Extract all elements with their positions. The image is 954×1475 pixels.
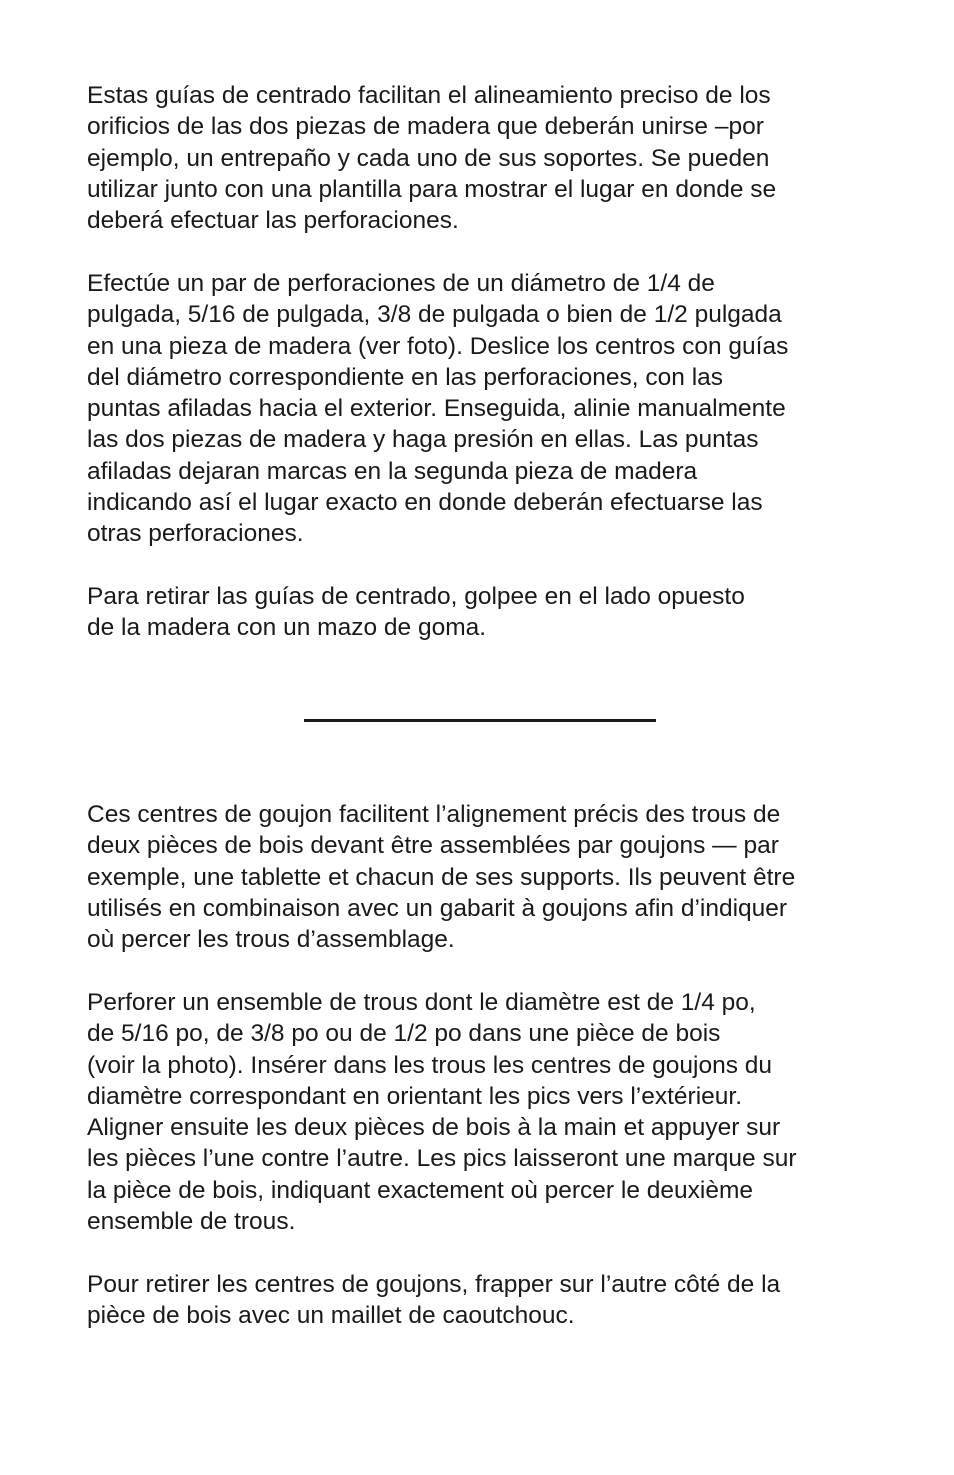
spanish-section (87, 80, 788, 644)
section-divider (304, 719, 656, 722)
spanish-paragraph-3: Para retirar las guías de centrado, golpee en el lado opuesto de la madera con un mazo de goma. (87, 583, 745, 642)
spanish-paragraph-2: Efectúe un par de perforaciones de un diámetro de 1/4 de pulgada, 5/16 de pulgada, 3/8 de pulgada o bien de 1/2 pulgada en una pieza de madera (ver foto). Deslice los centros con guías del diámetro correspondiente en las perforaciones, con las puntas afiladas hacia el exterior. Enseguida, alinie manualmente las dos piezas de madera y haga presión en ellas. Las puntas afiladas dejaran marcas en la segunda pieza de madera indicando así el lugar exacto en donde deberán efectuarse las otras perforaciones. (87, 269, 789, 548)
spanish-paragraph-1: Estas guías de centrado facilitan el alineamiento preciso de los orificios de las dos piezas de madera que deberán unirse –por ejemplo, un entrepaño y cada uno de sus soportes. Se pueden utilizar junto con una plantilla para mostrar el lugar en donde se deberá efectuar las perforaciones. (87, 82, 777, 235)
french-paragraph-3: Pour retirer les centres de goujons, frapper sur l’autre côté de la pièce de bois avec un maillet de caoutchouc. (87, 1270, 781, 1330)
french-paragraph-1: Ces centres de goujon facilitent l’alignement précis des trous de deux pièces de bois devant être assemblées par goujons — par exemple, une tablette et chacun de ses supports. Ils peuvent être utilisés en combinaison avec un gabarit à goujons afin d’indiquer où percer les trous d’assemblage. (87, 801, 796, 954)
french-section (87, 799, 797, 1331)
french-paragraph-2: Perforer un ensemble de trous dont le diamètre est de 1/4 po, de 5/16 po, de 3/8 po ou de 1/2 po dans une pièce de bois (voir la photo). Insérer dans les trous les centres de goujons du diamètre correspondant en orientant les pics vers l’extérieur. Aligner ensuite les deux pièces de bois à la main et appuyer sur les pièces l’une contre l’autre. Les pics laisseront une marque sur la pièce de bois, indiquant exactement où percer le deuxième ensemble de trous. (87, 988, 797, 1236)
